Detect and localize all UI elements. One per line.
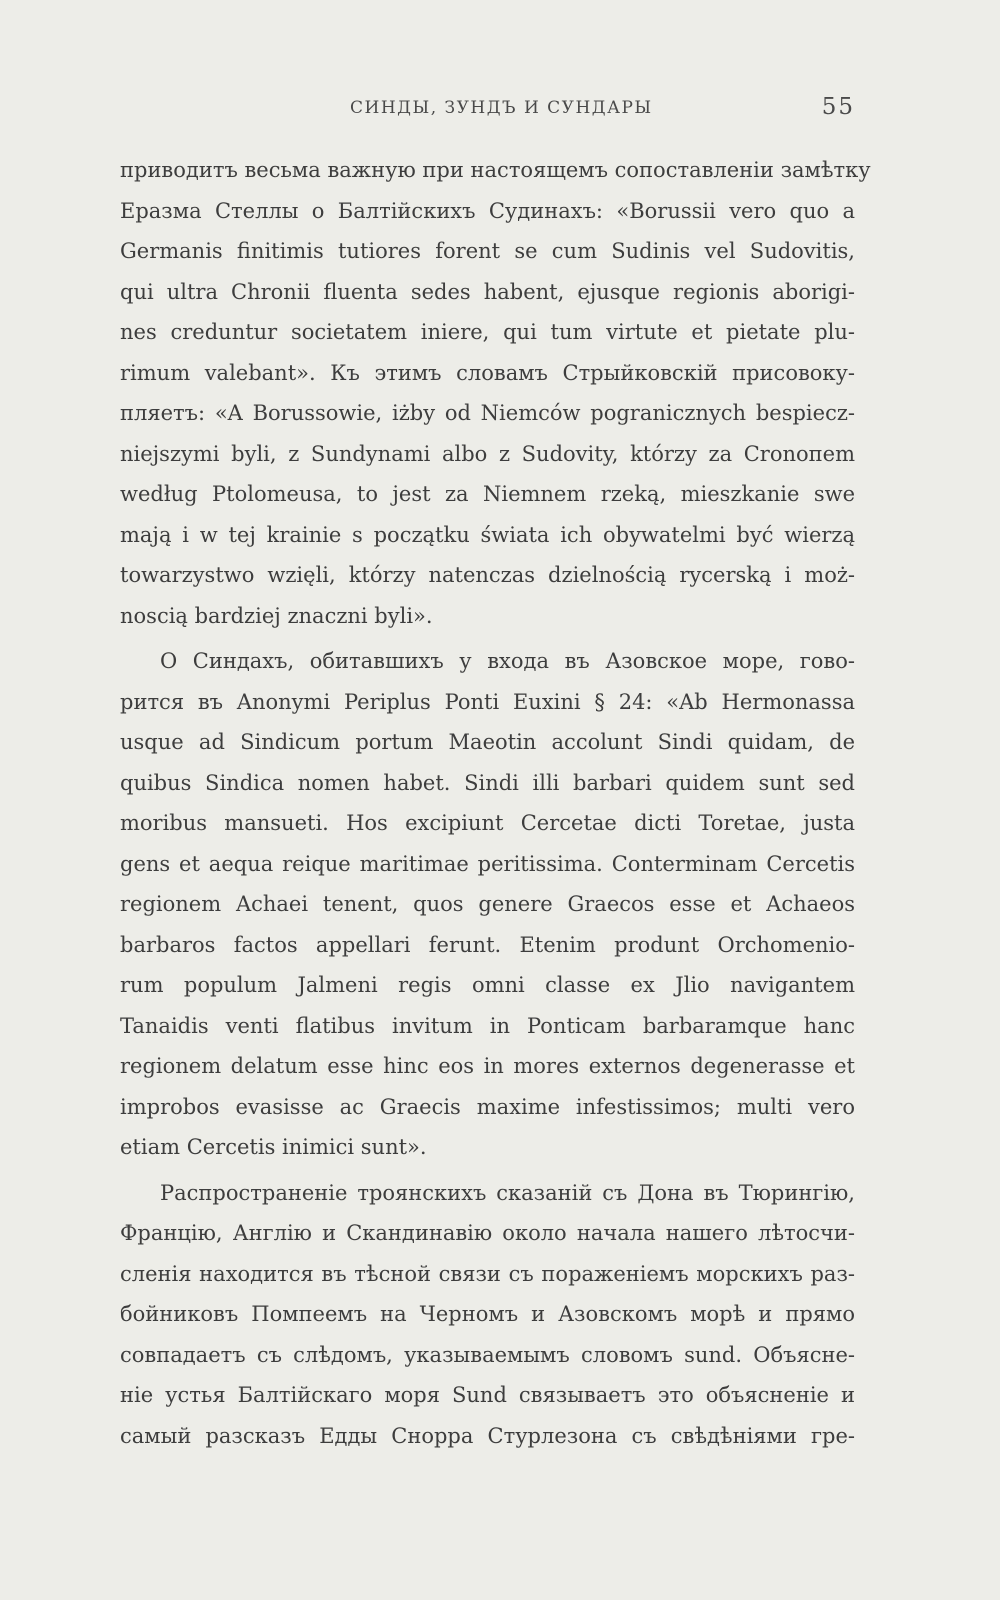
text-line: moribus mansueti. Hos excipiunt Cercetae dicti Toretae, justa <box>120 811 855 835</box>
running-title: СИНДЫ, ЗУНДЪ И СУНДАРЫ <box>350 98 653 118</box>
text-line: Распространеніе троянскихъ сказаній съ Дона въ Тюрингію, <box>160 1180 855 1205</box>
text-line: Tanaidis venti flatibus invitum in Ponticam barbaramque hanc <box>120 1013 855 1038</box>
text-line: самый разсказъ Едды Снорра Стурлезона съ свѣдѣніями гре- <box>120 1423 855 1448</box>
text-line: сленія находится въ тѣсной связи съ пораженіемъ морскихъ раз- <box>120 1261 855 1286</box>
text-line: regionem Achaei tenent, quos genere Graecos esse et Achaeos <box>120 892 855 916</box>
text-line: бойниковъ Помпеемъ на Черномъ и Азовскомъ морѣ и прямо <box>120 1302 855 1326</box>
text-line: рится въ Anonymi Periplus Ponti Euxini § 24: «Ab Hermonassa <box>120 689 855 714</box>
paragraph <box>120 1173 855 1457</box>
text-line: quibus Sindica nomen habet. Sindi illi barbari quidem sunt sed <box>120 770 855 795</box>
text-line: пляетъ: «A Borussowie, iżby od Niemców pogranicznych bespiecz- <box>120 401 855 425</box>
text-line: rimum valebant». Къ этимъ словамъ Стрыйковскій присовоку- <box>120 360 855 385</box>
text-line: regionem delatum esse hinc eos in mores externos degenerasse et <box>120 1054 855 1078</box>
paragraph <box>120 150 871 636</box>
text-line: rum populum Jalmeni regis omni classe ex Jlio navigantem <box>120 973 855 997</box>
text-line: według Ptolomeusa, to jest za Niemnem rzeką, mieszkanie swe <box>120 482 855 506</box>
text-line: improbos evasisse ac Graecis maxime infestissimos; multi vero <box>120 1094 855 1119</box>
page-header <box>120 94 855 124</box>
text-line: приводитъ весьма важную при настоящемъ сопоставленіи замѣтку <box>120 158 871 182</box>
text-line: usque ad Sindicum portum Maeotin accolunt Sindi quidam, de <box>120 730 855 754</box>
text-line: towarzystwo wzięli, którzy natenczas dzielnością rycerską i moż- <box>120 563 855 587</box>
text-line: совпадаетъ съ слѣдомъ, указываемымъ словомъ sund. Объясне- <box>120 1342 855 1367</box>
text-line: nes creduntur societatem iniere, qui tum virtute et pietate plu- <box>120 320 855 344</box>
paragraph <box>120 641 855 1168</box>
text-line: qui ultra Chronii fluenta sedes habent, ejusque regionis aborigi- <box>120 279 855 304</box>
text-line: Germanis finitimis tutiores forent se cum Sudinis vel Sudovitis, <box>120 239 855 263</box>
text-line: ніе устья Балтійскаго моря Sund связываетъ это объясненіе и <box>120 1383 855 1407</box>
page-number: 55 <box>821 94 855 120</box>
body-text <box>120 150 871 1456</box>
text-line: etiam Cercetis inimici sunt». <box>120 1135 427 1159</box>
text-line: niejszymi byli, z Sundynami albo z Sudovity, którzy za Cronoпem <box>120 441 855 466</box>
text-line: noscią bardziej znaczni byli». <box>120 603 433 628</box>
text-line: О Синдахъ, обитавшихъ у входа въ Азовское море, гово- <box>160 649 855 673</box>
text-line: Еразма Стеллы о Балтійскихъ Судинахъ: «Borussii vero quo a <box>120 198 855 223</box>
text-line: Францію, Англію и Скандинавію около начала нашего лѣтосчи- <box>120 1221 855 1245</box>
text-line: gens et aequa reique maritimae peritissima. Conterminam Cercetis <box>120 851 855 876</box>
text-line: mają i w tej krainie s początku świata ich obywatelmi być wierzą <box>120 522 855 547</box>
text-line: barbaros factos appellari ferunt. Etenim produnt Orchomenio- <box>120 932 855 957</box>
